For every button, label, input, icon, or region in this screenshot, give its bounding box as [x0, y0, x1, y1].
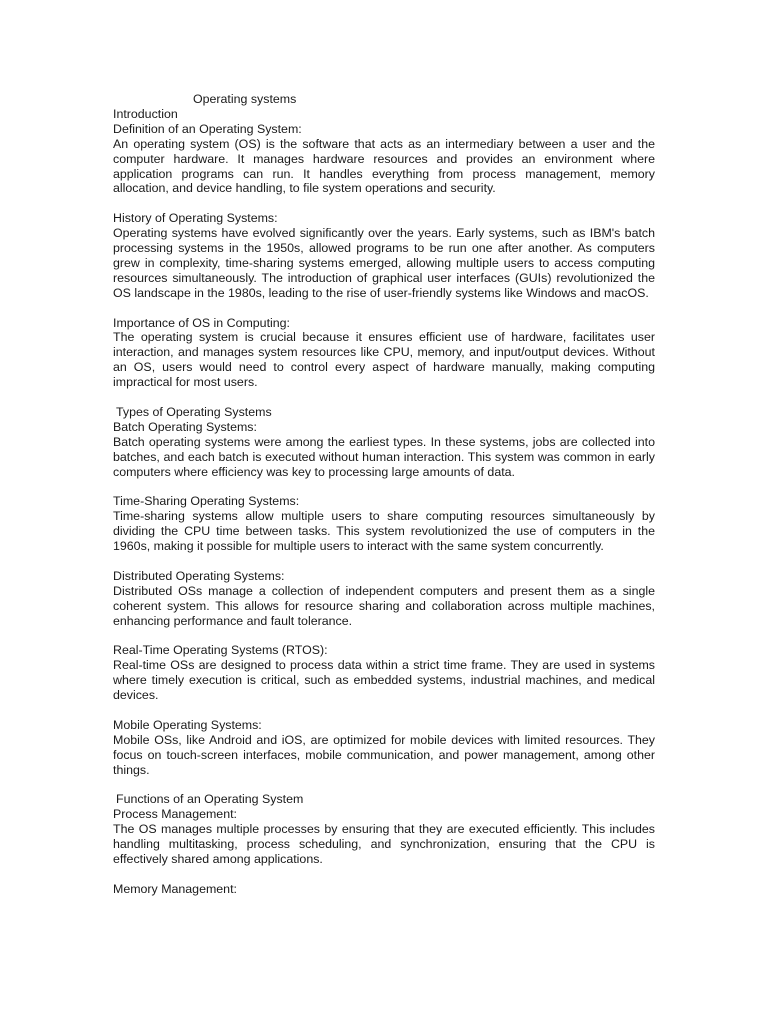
- paragraph-process: The OS manages multiple processes by ensuring that they are executed efficiently. This includes handling multitasking, process scheduling, and synchronization, ensuring that the CPU is effectively shared among applications.: [113, 822, 655, 867]
- subheading-timesharing: Time-Sharing Operating Systems:: [113, 494, 300, 509]
- paragraph-spacer: [113, 867, 655, 882]
- document-title: Operating systems: [193, 92, 297, 106]
- paragraph-spacer: [113, 629, 655, 644]
- paragraph-rtos: Real-time OSs are designed to process data within a strict time frame. They are used in systems where timely execution is critical, such as embedded systems, industrial machines, and medical devices.: [113, 658, 655, 703]
- paragraph-mobile: Mobile OSs, like Android and iOS, are optimized for mobile devices with limited resources. They focus on touch-screen interfaces, mobile communication, and power management, among other things.: [113, 732, 655, 777]
- section-heading-types: Types of Operating Systems: [116, 404, 272, 419]
- subheading-process: Process Management:: [113, 807, 237, 822]
- paragraph-spacer: [113, 196, 655, 211]
- paragraph-timesharing: Time-sharing systems allow multiple users to share computing resources simultaneously by dividing the CPU time between tasks. This system revolutionized the use of computers in the 1960s, making it possible for multiple users to interact with the same system concurrently.: [113, 509, 655, 554]
- section-heading-functions: Functions of an Operating System: [116, 792, 304, 807]
- subheading-memory: Memory Management:: [113, 881, 237, 896]
- paragraph-importance: The operating system is crucial because it ensures efficient use of hardware, facilitates user interaction, and manages system resources like CPU, memory, and input/output devices. Without an OS, users would need to control every aspect of hardware manually, making computing impractical for most users.: [113, 330, 655, 390]
- paragraph-definition: An operating system (OS) is the software that acts as an intermediary between a user and the computer hardware. It manages hardware resources and provides an environment where application programs can run. It handles everything from process management, memory allocation, and device handling, to file system operations and security.: [113, 136, 655, 196]
- paragraph-spacer: [113, 390, 655, 405]
- paragraph-history: Operating systems have evolved significantly over the years. Early systems, such as IBM's batch processing systems in the 1950s, allowed programs to be run one after another. As computers grew in complexity, time-sharing systems emerged, allowing multiple users to access computing resources simultaneously. The introduction of graphical user interfaces (GUIs) revolutionized the OS landscape in the 1980s, leading to the rise of user-friendly systems like Windows and macOS.: [113, 226, 655, 300]
- paragraph-spacer: [113, 703, 655, 718]
- subheading-mobile: Mobile Operating Systems:: [113, 717, 262, 732]
- subheading-rtos: Real-Time Operating Systems (RTOS):: [113, 643, 328, 658]
- paragraph-spacer: [113, 554, 655, 569]
- paragraph-spacer: [113, 480, 655, 495]
- subheading-importance: Importance of OS in Computing:: [113, 315, 290, 330]
- paragraph-spacer: [113, 301, 655, 316]
- subheading-distributed: Distributed Operating Systems:: [113, 568, 285, 583]
- subheading-history: History of Operating Systems:: [113, 211, 278, 226]
- subheading-definition: Definition of an Operating System:: [113, 121, 302, 136]
- subheading-batch: Batch Operating Systems:: [113, 419, 257, 434]
- document-page: [113, 92, 655, 897]
- paragraph-distributed: Distributed OSs manage a collection of independent computers and present them as a single coherent system. This allows for resource sharing and collaboration across multiple machines, enhancing performance and fault tolerance.: [113, 583, 655, 628]
- paragraph-batch: Batch operating systems were among the earliest types. In these systems, jobs are collected into batches, and each batch is executed without human interaction. This system was common in early computers where efficiency was key to processing large amounts of data.: [113, 434, 655, 479]
- paragraph-spacer: [113, 778, 655, 793]
- section-heading-introduction: Introduction: [113, 106, 178, 121]
